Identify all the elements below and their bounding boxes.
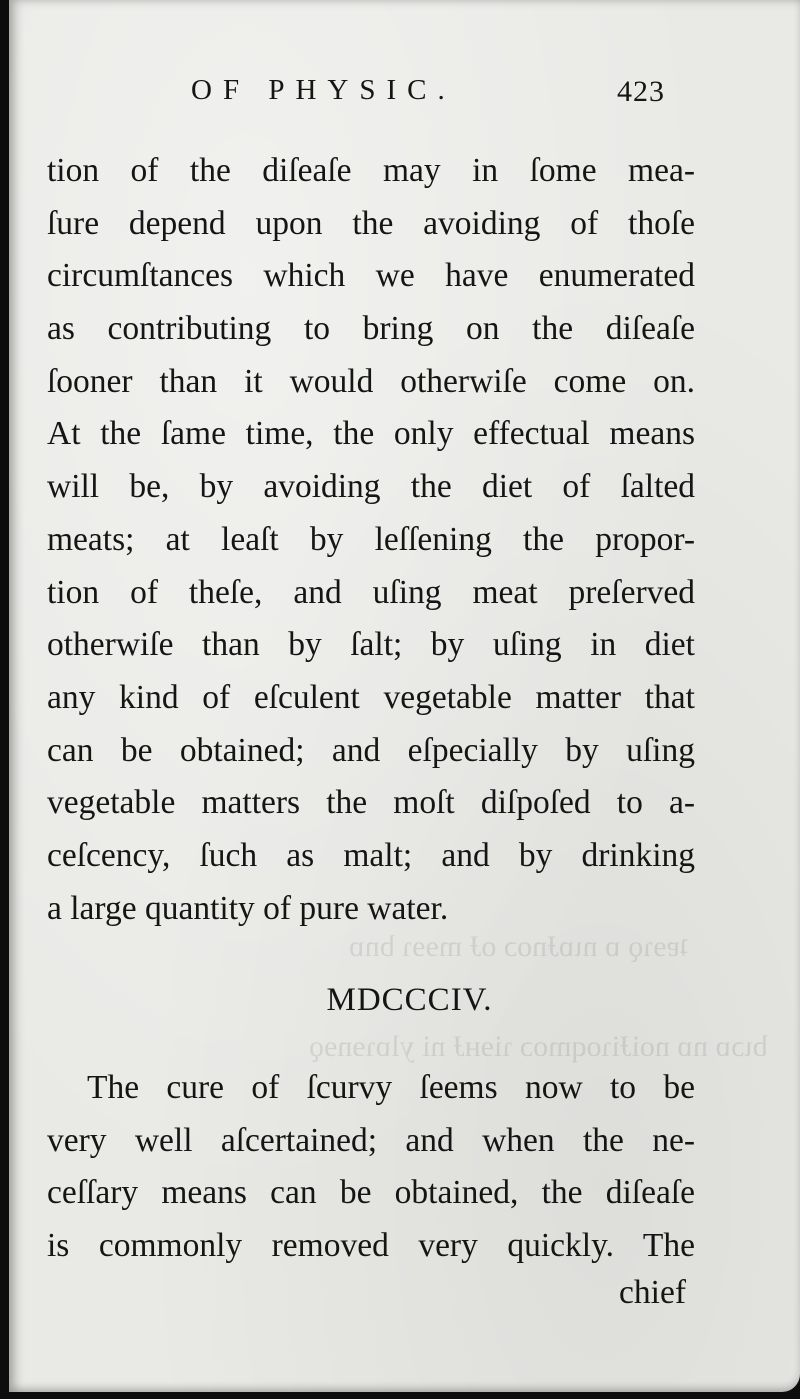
text-line: At the ſame time, the only effectual means <box>47 415 695 453</box>
text-line: circumſtances which we have enumerated <box>47 257 695 295</box>
text-line: ſooner than it would otherwiſe come on. <box>47 362 695 400</box>
text-line: otherwiſe than by ſalt; by uſing in diet <box>47 626 695 664</box>
text-line: ſure depend upon the avoiding of thoſe <box>47 204 695 242</box>
text-line: will be, by avoiding the diet of ſalted <box>47 468 695 506</box>
section-heading: MDCCCIV. <box>326 982 493 1018</box>
show-through-text: bɩɔɒ nɒ noiɈiɿoqmoɔ ɿiɘʜɈ ni ylɒɿɘnɘǫ <box>309 1030 768 1063</box>
text-line: as contributing to bring on the diſeaſe <box>47 310 695 348</box>
page-header <box>9 70 800 110</box>
page-number: 423 <box>617 75 665 108</box>
running-head: OF PHYSIC. <box>191 74 456 106</box>
text-line: ceſſary means can be obtained, the diſeaſe <box>47 1174 695 1212</box>
text-line: a large quantity of pure water. <box>47 889 449 927</box>
book-page <box>9 0 800 1392</box>
text-line: tion of the diſeaſe may in ſome mea- <box>47 152 695 189</box>
text-line: very well aſcertained; and when the ne- <box>47 1121 695 1159</box>
paragraph-1 <box>47 145 695 935</box>
text-line: is commonly removed very quickly. The <box>47 1227 695 1265</box>
text-line: The cure of ſcurvy ſeems now to be <box>87 1069 695 1106</box>
paragraph-2 <box>47 1062 695 1273</box>
text-line: tion of theſe, and uſing meat preſerved <box>47 573 695 611</box>
catchword: chief <box>619 1274 686 1311</box>
text-line: vegetable matters the moſt diſpoſed to a- <box>47 784 695 822</box>
text-line: meats; at leaſt by leſſening the propor- <box>47 520 695 558</box>
show-through-text: ʇɐɘɿǫ ɒ nɩɒɈnoɔ oɈ mɘɘɿ bnɒ <box>349 930 689 963</box>
text-line: ceſcency, ſuch as malt; and by drinking <box>47 836 695 874</box>
text-line: can be obtained; and eſpecially by uſing <box>47 731 695 769</box>
text-line: any kind of eſculent vegetable matter that <box>47 678 695 716</box>
